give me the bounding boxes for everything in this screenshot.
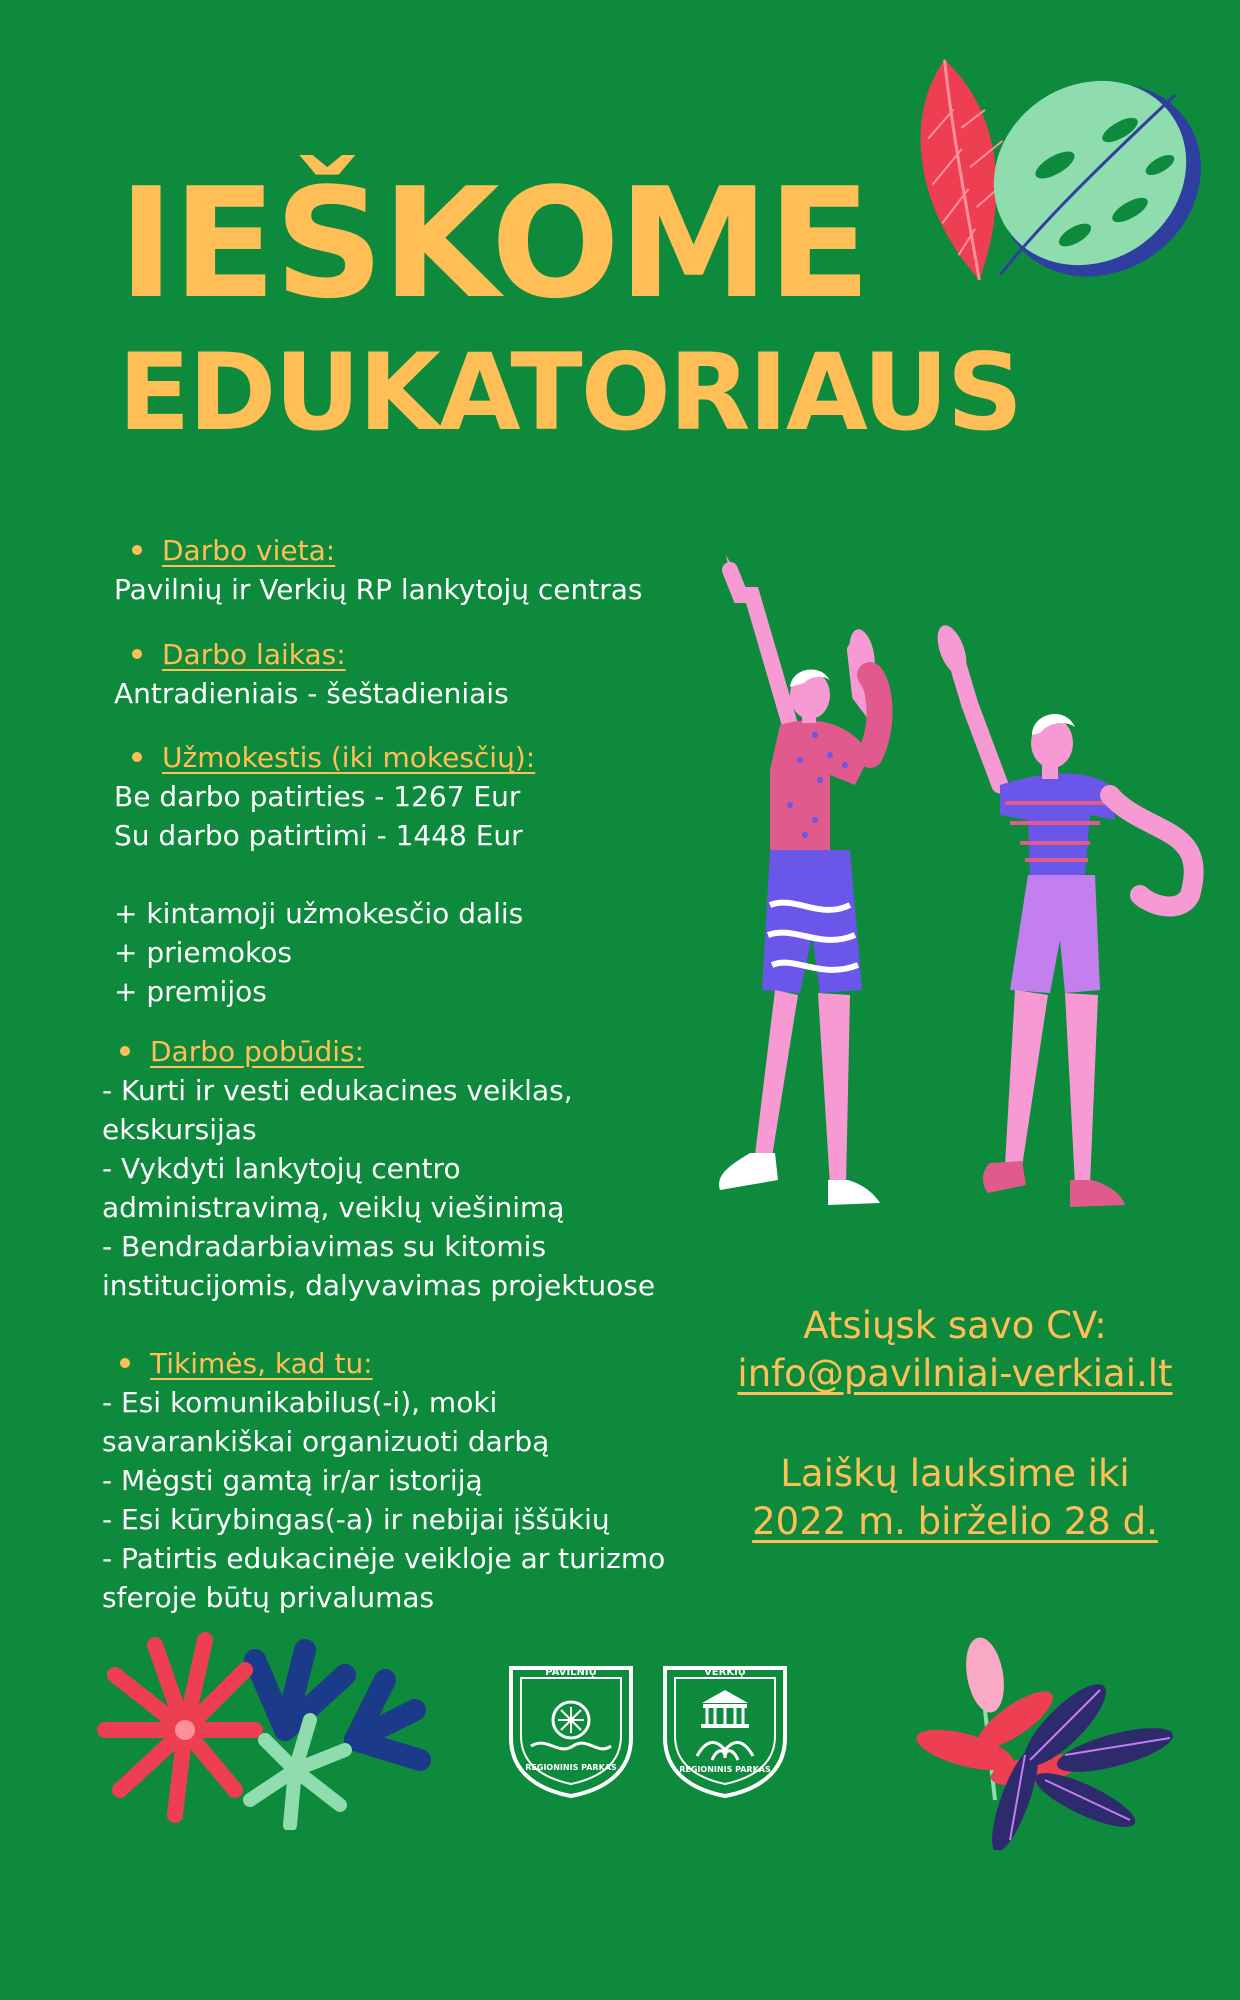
tropical-plants-bottom-left-icon — [95, 1630, 435, 1830]
pavilniai-logo-top: PAVILNIŲ — [545, 1667, 597, 1678]
expect-line: - Mėgsti gamtą ir/ar istoriją — [102, 1464, 483, 1497]
people-high-five-illustration — [670, 555, 1230, 1235]
expect-line: sferoje būtų privalumas — [102, 1581, 435, 1614]
tropical-plants-bottom-right-icon — [915, 1630, 1185, 1850]
bullet-icon — [120, 1046, 130, 1056]
salary-extra: + priemokos — [114, 936, 292, 969]
expect-line: - Esi komunikabilus(-i), moki — [102, 1386, 498, 1419]
verkiai-logo-top: VERKIŲ — [704, 1667, 746, 1678]
bullet-icon — [132, 545, 142, 555]
email-link[interactable]: info@pavilniai-verkiai.lt — [737, 1352, 1173, 1395]
send-cv-label: Atsiųsk savo CV: — [803, 1304, 1107, 1347]
bullet-icon — [120, 1358, 130, 1368]
bullet-icon — [132, 649, 142, 659]
verkiai-park-logo — [657, 1658, 793, 1798]
nature-line: institucijomis, dalyvavimas projektuose — [102, 1269, 656, 1302]
nature-line: - Bendradarbiavimas su kitomis — [102, 1230, 547, 1263]
tropical-leaves-top-icon — [890, 45, 1210, 310]
nature-heading: Darbo pobūdis: — [150, 1035, 365, 1068]
nature-line: - Vykdyti lankytojų centro — [102, 1152, 461, 1185]
title-line-2: EDUKATORIAUS — [118, 331, 1022, 454]
deadline-label: Laiškų lauksime iki — [780, 1452, 1130, 1495]
hours-text: Antradieniais - šeštadieniais — [114, 677, 509, 710]
salary-extra: + kintamoji užmokesčio dalis — [114, 897, 524, 930]
salary-extra: + premijos — [114, 975, 267, 1008]
nature-line: administravimą, veiklų viešinimą — [102, 1191, 565, 1224]
deadline-date: 2022 m. birželio 28 d. — [752, 1500, 1158, 1543]
salary-line: Su darbo patirtimi - 1448 Eur — [114, 819, 523, 852]
bullet-icon — [132, 752, 142, 762]
expect-line: - Esi kūrybingas(-a) ir nebijai įššūkių — [102, 1503, 610, 1536]
workplace-text: Pavilnių ir Verkių RP lankytojų centras — [114, 573, 643, 606]
expect-line: - Patirtis edukacinėje veikloje ar turizmo — [102, 1542, 666, 1575]
expect-line: savarankiškai organizuoti darbą — [102, 1425, 550, 1458]
nature-line: - Kurti ir vesti edukacines veiklas, — [102, 1074, 573, 1107]
title-line-1: IEŠKOME — [118, 155, 870, 332]
workplace-heading: Darbo vieta: — [162, 534, 336, 567]
nature-line: ekskursijas — [102, 1113, 257, 1146]
salary-line: Be darbo patirties - 1267 Eur — [114, 780, 521, 813]
pavilniai-logo-bottom: REGIONINIS PARKAS — [525, 1763, 617, 1772]
verkiai-logo-bottom: REGIONINIS PARKAS — [679, 1765, 771, 1774]
pavilniai-park-logo — [503, 1658, 639, 1798]
expect-heading: Tikimės, kad tu: — [150, 1347, 373, 1380]
salary-heading: Užmokestis (iki mokesčių): — [162, 741, 536, 774]
hours-heading: Darbo laikas: — [162, 638, 346, 671]
